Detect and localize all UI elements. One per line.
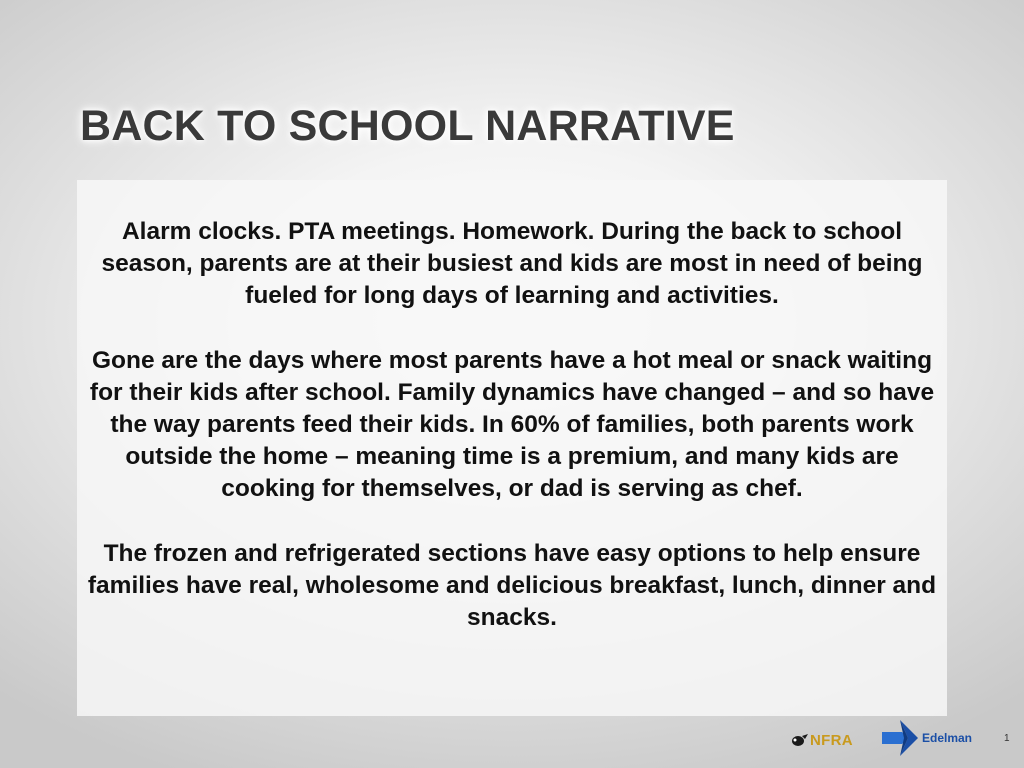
slide-title: BACK TO SCHOOL NARRATIVE bbox=[80, 102, 735, 150]
paragraph-intro: Alarm clocks. PTA meetings. Homework. During the back to school season, parents are at their busiest and kids are most in need of being fueled for long days of learning and activities. bbox=[101, 218, 923, 309]
paragraph-family-dynamics: Gone are the days where most parents have a hot meal or snack waiting for their kids after school. Family dynamics have changed – and so have the way parents feed their kids. In 60% of families, both parents work outside the home – meaning time is a premium, and many kids are cooking for themselves, or dad is serving as chef. bbox=[89, 347, 935, 502]
footer-logos bbox=[780, 712, 1024, 768]
page-number: 1 bbox=[1004, 733, 1010, 744]
paragraph-frozen-options: The frozen and refrigerated sections have easy options to help ensure families have real, wholesome and delicious breakfast, lunch, dinner and snacks. bbox=[87, 540, 937, 631]
nfra-logo-icon bbox=[790, 732, 810, 748]
content-box bbox=[77, 180, 947, 716]
nfra-logo bbox=[790, 728, 853, 752]
edelman-arrow-icon bbox=[880, 718, 920, 758]
nfra-logo-text: NFRA bbox=[810, 731, 853, 749]
edelman-logo bbox=[880, 718, 972, 758]
edelman-logo-text: Edelman bbox=[922, 731, 973, 745]
